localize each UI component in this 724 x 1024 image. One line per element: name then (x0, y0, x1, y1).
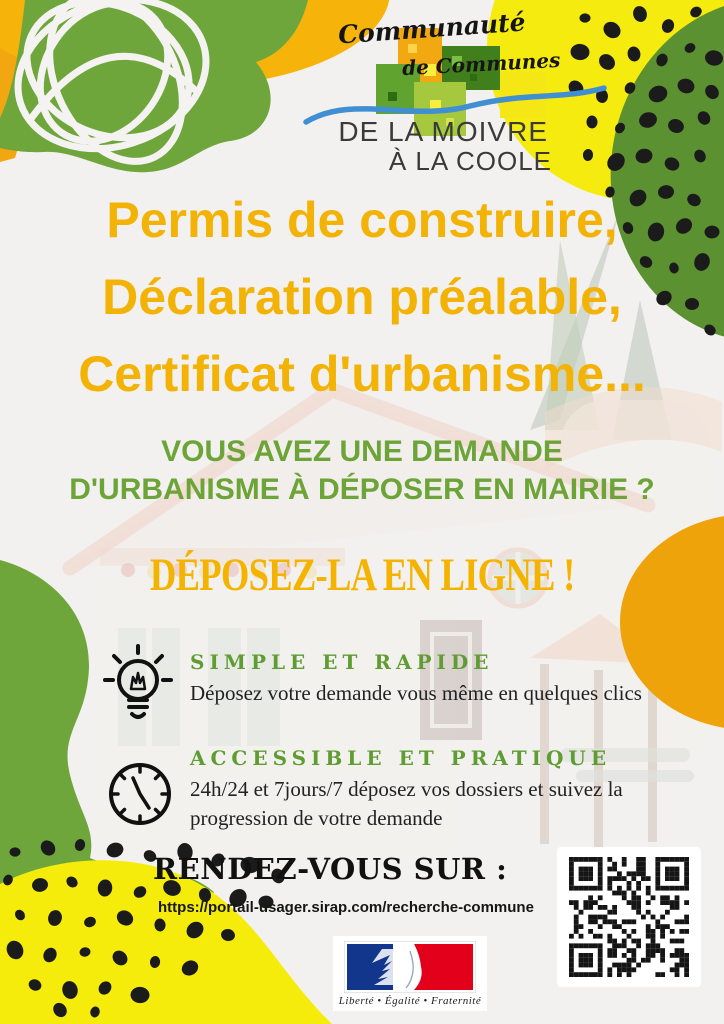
qr-code-pattern (569, 857, 689, 977)
portal-url-link[interactable]: https://portail-usager.sirap.com/recherche-commune (158, 899, 534, 916)
logo-name-line2: À LA COOLE (388, 146, 552, 176)
feature-2-heading: ACCESSIBLE ET PRATIQUE (190, 746, 612, 770)
main-title (0, 182, 724, 413)
french-flag-marianne (344, 941, 476, 993)
french-republic-logo (333, 936, 487, 1011)
feature-2-body: 24h/24 et 7jours/7 déposez vos dossiers et suivez la progression de votre demande (190, 777, 623, 830)
logo-script-line2: de Communes (401, 47, 561, 81)
question-line-1: VOUS AVEZ UNE DEMANDE (161, 435, 563, 468)
question-heading (0, 433, 724, 509)
feature-simple-rapide (190, 650, 718, 708)
question-line-2: D'URBANISME À DÉPOSER EN MAIRIE ? (69, 473, 655, 506)
clock-icon (106, 760, 174, 833)
logo-name-line1: DE LA MOIVRE (338, 116, 548, 147)
feature-1-body: Déposez votre demande vous même en quelques clics (190, 681, 642, 705)
title-line-2: Déclaration préalable, (102, 269, 622, 325)
rendezvous-label: RENDEZ-VOUS SUR : (153, 852, 508, 886)
feature-1-heading: SIMPLE ET RAPIDE (190, 650, 494, 674)
community-logo (300, 6, 562, 178)
title-line-3: Certificat d'urbanisme... (78, 346, 646, 402)
logo-script-line1: Communauté (337, 7, 527, 50)
lightbulb-icon (98, 642, 178, 735)
feature-accessible-pratique (190, 746, 690, 833)
cta-text: DÉPOSEZ-LA EN LIGNE ! (149, 549, 575, 601)
qr-code (557, 847, 701, 987)
title-line-1: Permis de construire, (106, 192, 618, 248)
cta-heading (0, 548, 724, 602)
marianne-caption: Liberté • Égalité • Fraternité (338, 995, 482, 1007)
